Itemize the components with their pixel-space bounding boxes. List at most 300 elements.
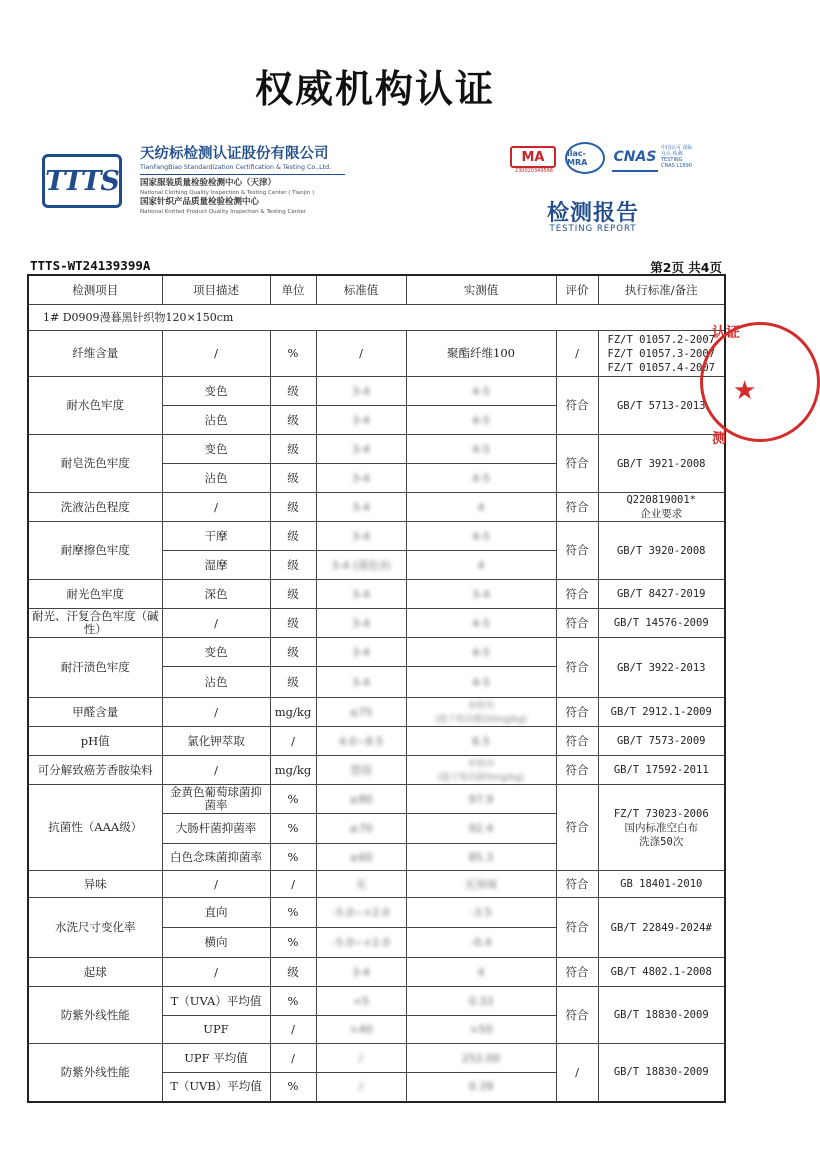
evaluation-text: 符合 <box>565 615 589 630</box>
unit-text: 级 <box>287 441 299 456</box>
unit <box>270 987 316 1016</box>
unit <box>270 1073 316 1102</box>
standard-value-text: >40 <box>349 1023 373 1036</box>
measured-value <box>406 958 556 987</box>
table-row <box>28 638 725 667</box>
evaluation <box>556 580 598 609</box>
unit <box>270 756 316 785</box>
evaluation-text: 符合 <box>565 964 589 979</box>
item-description <box>162 580 270 609</box>
column-header <box>406 275 556 305</box>
measured-value-text: 0.39 <box>468 1080 494 1094</box>
item-description-text: 变色 <box>204 644 228 659</box>
unit-text: mg/kg <box>274 704 312 719</box>
standard-value-text: <5 <box>352 994 370 1008</box>
test-standard-text: GB/T 18830-2009 <box>613 1009 709 1021</box>
column-header-text: 单位 <box>281 282 305 297</box>
evaluation <box>556 987 598 1044</box>
standard-value <box>316 1016 406 1044</box>
evaluation-text: / <box>575 1064 579 1079</box>
column-header <box>316 275 406 305</box>
center-1-en: National Clothing Quality Inspection & Testing Center ( Tianjin ) <box>140 190 315 196</box>
evaluation-text: 符合 <box>565 920 589 934</box>
test-item <box>28 1044 162 1102</box>
item-description-text: 沾色 <box>204 412 228 427</box>
evaluation <box>556 331 598 377</box>
unit-text: % <box>287 849 299 864</box>
measured-value <box>406 667 556 698</box>
column-header-text: 检测项目 <box>72 282 119 297</box>
evaluation-text: 符合 <box>565 876 589 891</box>
item-description-text: 沾色 <box>204 470 228 485</box>
unit <box>270 871 316 898</box>
item-description-text: / <box>214 499 218 514</box>
unit <box>270 493 316 522</box>
standard-value <box>316 814 406 844</box>
unit <box>270 580 316 609</box>
measured-value <box>406 871 556 898</box>
test-standard-text: GB/T 2912.1-2009 <box>610 706 712 718</box>
unit <box>270 1044 316 1073</box>
column-header-text: 标准值 <box>343 282 379 297</box>
test-standard-text: GB/T 18830-2009 <box>613 1066 709 1079</box>
item-description-text: 变色 <box>204 441 228 456</box>
test-standard-text: GB/T 7573-2009 <box>616 735 706 747</box>
item-description-text: 干摩 <box>204 528 228 543</box>
test-item-text: 纤维含量 <box>72 346 119 360</box>
measured-value-text: 4-5 <box>472 616 490 630</box>
measured-value <box>406 898 556 928</box>
unit-text: / <box>291 733 295 748</box>
table-row <box>28 1044 725 1073</box>
item-description-text: 湿摩 <box>204 557 228 572</box>
measured-value <box>406 522 556 551</box>
unit-text: % <box>287 905 299 919</box>
item-description <box>162 785 270 814</box>
test-standard <box>598 522 725 580</box>
item-description-text: / <box>214 615 218 630</box>
standard-value <box>316 698 406 727</box>
column-header-text: 评价 <box>565 282 589 297</box>
sample-cell-text: 1# D0909漫暮黑针织物120×150cm <box>43 311 234 324</box>
test-standard-text: GB/T 22849-2024# <box>610 921 712 934</box>
measured-value <box>406 551 556 580</box>
measured-value <box>406 609 556 638</box>
test-item <box>28 958 162 987</box>
cnas-label: CNAS <box>613 149 657 165</box>
unit <box>270 551 316 580</box>
item-description <box>162 331 270 377</box>
standard-value <box>316 522 406 551</box>
unit <box>270 609 316 638</box>
item-description-text: / <box>214 964 218 979</box>
unit <box>270 435 316 464</box>
test-standard <box>598 871 725 898</box>
measured-value-text: 4-5 <box>472 529 490 543</box>
item-description <box>162 987 270 1016</box>
test-item <box>28 871 162 898</box>
item-description <box>162 377 270 406</box>
cnas-side-text: 中国认可 国际互认 检测 TESTING CNAS L1890 <box>661 145 693 169</box>
standard-value <box>316 580 406 609</box>
standard-value-text: -5.0~+2.0 <box>332 906 390 919</box>
sample-row <box>28 305 725 331</box>
test-standard <box>598 727 725 756</box>
measured-value <box>406 1073 556 1102</box>
table-header-row <box>28 275 725 305</box>
evaluation <box>556 377 598 435</box>
test-item-text: 水洗尺寸变化率 <box>55 920 136 934</box>
test-standard <box>598 785 725 871</box>
unit-text: mg/kg <box>274 762 312 777</box>
measured-value <box>406 698 556 727</box>
unit-text: % <box>287 791 299 806</box>
test-standard-text: GB 18401-2010 <box>620 878 703 890</box>
measured-value <box>406 580 556 609</box>
table-row <box>28 580 725 609</box>
table-row <box>28 522 725 551</box>
test-standard-text: GB/T 17592-2011 <box>613 764 709 776</box>
measured-value-text: 252.00 <box>461 1051 501 1065</box>
measured-value-text: 6.5 <box>472 734 490 748</box>
unit-text: 级 <box>287 528 299 543</box>
measured-value-text: >50 <box>469 1023 493 1036</box>
evaluation-text: 符合 <box>565 1007 589 1022</box>
cnas-logo <box>612 144 658 172</box>
evaluation-text: 符合 <box>565 820 589 834</box>
table-row <box>28 987 725 1016</box>
test-item <box>28 727 162 756</box>
test-standard-text: GB/T 4802.1-2008 <box>610 966 712 978</box>
standard-value <box>316 756 406 785</box>
evaluation-text: 符合 <box>565 499 589 514</box>
unit-text: / <box>291 1050 295 1065</box>
standard-value-text: / <box>359 346 363 360</box>
measured-value <box>406 814 556 844</box>
item-description <box>162 435 270 464</box>
unit-text: 级 <box>287 470 299 485</box>
test-item-text: 防紫外线性能 <box>60 1064 130 1079</box>
test-item <box>28 493 162 522</box>
standard-value <box>316 898 406 928</box>
test-standard-text: GB/T 3920-2008 <box>616 544 706 557</box>
standard-value-text: 4.0~8.5 <box>338 734 384 748</box>
measured-value-text: 4-5 <box>472 675 490 689</box>
unit-text: 级 <box>287 674 299 689</box>
item-description <box>162 928 270 958</box>
test-standard-text: GB/T 3921-2008 <box>616 457 706 470</box>
measured-value-text: 聚酯纤维100 <box>447 346 515 360</box>
measured-value <box>406 406 556 435</box>
standard-value-text: / <box>359 1051 363 1065</box>
column-header-text: 执行标准/备注 <box>624 282 698 297</box>
report-title-en: TESTING REPORT <box>549 224 637 234</box>
measured-value <box>406 435 556 464</box>
unit <box>270 844 316 871</box>
test-standard <box>598 898 725 958</box>
item-description <box>162 698 270 727</box>
evaluation <box>556 522 598 580</box>
item-description <box>162 1073 270 1102</box>
unit-text: 级 <box>287 644 299 659</box>
test-standard <box>598 958 725 987</box>
table-row <box>28 435 725 464</box>
standard-value-text: 3-4 <box>352 384 370 398</box>
measured-value-text: 4-5 <box>472 645 490 659</box>
standard-value <box>316 667 406 698</box>
evaluation <box>556 698 598 727</box>
test-standard <box>598 1044 725 1102</box>
test-item <box>28 756 162 785</box>
item-description <box>162 871 270 898</box>
item-description-text: / <box>214 762 218 777</box>
standard-value <box>316 727 406 756</box>
test-standard <box>598 609 725 638</box>
item-description <box>162 609 270 638</box>
evaluation <box>556 435 598 493</box>
measured-value <box>406 928 556 958</box>
measured-value <box>406 987 556 1016</box>
standard-value <box>316 1044 406 1073</box>
test-item <box>28 331 162 377</box>
cma-cert-logo <box>510 146 556 168</box>
test-item <box>28 580 162 609</box>
test-item <box>28 609 162 638</box>
organization-info <box>140 145 470 216</box>
item-description-text: / <box>214 876 218 891</box>
item-description-text: 沾色 <box>204 674 228 689</box>
standard-value-text: / <box>359 1080 363 1094</box>
test-item-text: 耐汗渍色牢度 <box>60 660 130 674</box>
test-item-text: 耐摩擦色牢度 <box>60 543 130 557</box>
standard-value <box>316 551 406 580</box>
table-row <box>28 698 725 727</box>
item-description-text: 大肠杆菌抑菌率 <box>175 821 257 835</box>
unit-text: 级 <box>287 412 299 427</box>
test-standard <box>598 580 725 609</box>
test-standard-text: GB/T 14576-2009 <box>613 617 709 629</box>
evaluation-text: 符合 <box>565 660 589 674</box>
unit <box>270 785 316 814</box>
test-results-table <box>27 274 726 1103</box>
test-item-text: 可分解致癌芳香胺染料 <box>37 762 153 777</box>
test-item-text: 异味 <box>83 876 107 891</box>
column-header-text: 项目描述 <box>193 282 239 297</box>
measured-value <box>406 331 556 377</box>
measured-value <box>406 638 556 667</box>
org-divider <box>140 174 345 175</box>
item-description-text: / <box>214 704 218 719</box>
standard-value-text: ≥60 <box>349 850 373 864</box>
unit <box>270 406 316 435</box>
standard-value <box>316 464 406 493</box>
item-description <box>162 406 270 435</box>
item-description <box>162 958 270 987</box>
test-item <box>28 638 162 698</box>
measured-value <box>406 1044 556 1073</box>
standard-value <box>316 331 406 377</box>
unit-text: % <box>287 346 299 360</box>
item-description-text: UPF 平均值 <box>184 1050 248 1065</box>
evaluation <box>556 871 598 898</box>
item-description <box>162 464 270 493</box>
column-header <box>162 275 270 305</box>
evaluation-text: 符合 <box>565 733 589 748</box>
cma-label: MA <box>521 149 545 165</box>
item-description-text: 氯化钾萃取 <box>187 733 245 748</box>
table-row <box>28 785 725 814</box>
item-description <box>162 727 270 756</box>
test-standard-text: FZ/T 01057.2-2007 FZ/T 01057.3-2007 FZ/T 01057.4-2007 <box>607 333 715 374</box>
item-description <box>162 756 270 785</box>
test-item-text: 耐皂洗色牢度 <box>60 456 130 470</box>
measured-value-text: 85.3 <box>468 850 494 864</box>
item-description-text: UPF <box>203 1022 229 1036</box>
item-description <box>162 551 270 580</box>
unit <box>270 377 316 406</box>
measured-value-text: 0.33 <box>468 994 494 1008</box>
test-standard <box>598 756 725 785</box>
sample-cell <box>28 305 725 331</box>
unit <box>270 464 316 493</box>
table-row <box>28 493 725 522</box>
standard-value <box>316 958 406 987</box>
measured-value <box>406 1016 556 1044</box>
standard-value-text: 无 <box>355 877 367 891</box>
unit-text: 级 <box>287 499 299 514</box>
measured-value-text: 4-5 <box>472 384 490 398</box>
evaluation-text: 符合 <box>565 762 589 777</box>
evaluation <box>556 898 598 958</box>
test-item-text: 甲醛含量 <box>72 704 119 719</box>
column-header <box>598 275 725 305</box>
evaluation <box>556 1044 598 1102</box>
org-name-en: TianFangBiao Standardization Certification & Testing Co.,Ltd. <box>140 164 332 171</box>
evaluation-text: 符合 <box>565 586 589 601</box>
standard-value-text: 3-4 <box>352 413 370 427</box>
unit <box>270 898 316 928</box>
measured-value <box>406 377 556 406</box>
standard-value <box>316 928 406 958</box>
standard-value-text: ≥70 <box>349 822 373 835</box>
standard-value-text: 3-4 <box>352 645 370 659</box>
test-standard-text: FZ/T 73023-2006 国内标准空白布 洗涤50次 <box>613 807 709 848</box>
unit <box>270 667 316 698</box>
standard-value <box>316 987 406 1016</box>
standard-value <box>316 406 406 435</box>
measured-value-text: 4-5 <box>472 471 490 485</box>
measured-value <box>406 844 556 871</box>
test-item <box>28 785 162 871</box>
standard-value-text: 3-4 <box>352 965 370 979</box>
measured-value <box>406 785 556 814</box>
evaluation <box>556 609 598 638</box>
evaluation <box>556 958 598 987</box>
standard-value-text: ≥80 <box>349 792 373 806</box>
stamp-text-top: 认证 <box>712 325 740 341</box>
test-item-text: pH值 <box>80 733 110 748</box>
test-item-text: 洗液沾色程度 <box>60 499 130 514</box>
standard-value <box>316 785 406 814</box>
stamp-star-icon: ★ <box>733 376 757 406</box>
item-description-text: T（UVB）平均值 <box>170 1079 262 1094</box>
table-row <box>28 871 725 898</box>
unit-text: 级 <box>287 383 299 398</box>
standard-value-text: 3-4 <box>352 529 370 543</box>
item-description <box>162 638 270 667</box>
item-description-text: / <box>214 346 218 360</box>
unit <box>270 1016 316 1044</box>
unit-text: % <box>287 821 299 835</box>
unit-text: % <box>287 993 299 1008</box>
column-header-text: 实测值 <box>463 282 499 297</box>
evaluation-text: / <box>575 346 579 360</box>
item-description <box>162 844 270 871</box>
item-description <box>162 1044 270 1073</box>
standard-value-text: 3-4 (深色3) <box>331 558 391 572</box>
standard-value <box>316 493 406 522</box>
evaluation <box>556 727 598 756</box>
test-item <box>28 522 162 580</box>
standard-value-text: -5.0~+2.0 <box>332 936 390 949</box>
measured-value-text: 97.9 <box>468 792 494 806</box>
ttts-logo <box>42 154 122 208</box>
measured-value <box>406 727 556 756</box>
standard-value <box>316 435 406 464</box>
standard-value <box>316 377 406 406</box>
measured-value-text: -3.5 <box>470 906 492 919</box>
test-item <box>28 698 162 727</box>
test-standard-text: GB/T 3922-2013 <box>616 661 706 674</box>
unit-text: % <box>287 935 299 949</box>
test-standard <box>598 493 725 522</box>
standard-value <box>316 1073 406 1102</box>
standard-value-text: 3-4 <box>352 442 370 456</box>
test-standard <box>598 698 725 727</box>
ilac-label: ilac-MRA <box>567 149 588 167</box>
item-description <box>162 814 270 844</box>
test-item <box>28 377 162 435</box>
org-name: 天纺标检测认证股份有限公司 <box>140 146 329 162</box>
measured-value <box>406 493 556 522</box>
standard-value <box>316 638 406 667</box>
unit-text: / <box>291 876 295 891</box>
measured-value-text: 未检出 (低于检出限20mg/kg) <box>435 701 527 725</box>
measured-value-text: 4-5 <box>472 413 490 427</box>
unit-text: 级 <box>287 586 299 601</box>
page-number: 第2页 共4页 <box>650 260 722 275</box>
item-description <box>162 522 270 551</box>
test-item-text: 耐水色牢度 <box>66 398 124 412</box>
unit <box>270 638 316 667</box>
test-standard <box>598 435 725 493</box>
table-row <box>28 898 725 928</box>
evaluation <box>556 638 598 698</box>
evaluation-text: 符合 <box>565 456 589 470</box>
standard-value <box>316 871 406 898</box>
unit <box>270 727 316 756</box>
unit-text: 级 <box>287 964 299 979</box>
standard-value-text: ≤75 <box>349 705 373 719</box>
unit <box>270 958 316 987</box>
item-description <box>162 898 270 928</box>
evaluation <box>556 756 598 785</box>
standard-value <box>316 844 406 871</box>
unit-text: / <box>291 1022 295 1036</box>
table-row <box>28 609 725 638</box>
stamp-text-mid: 测 <box>712 431 726 447</box>
item-description-text: T（UVA）平均值 <box>170 993 262 1008</box>
